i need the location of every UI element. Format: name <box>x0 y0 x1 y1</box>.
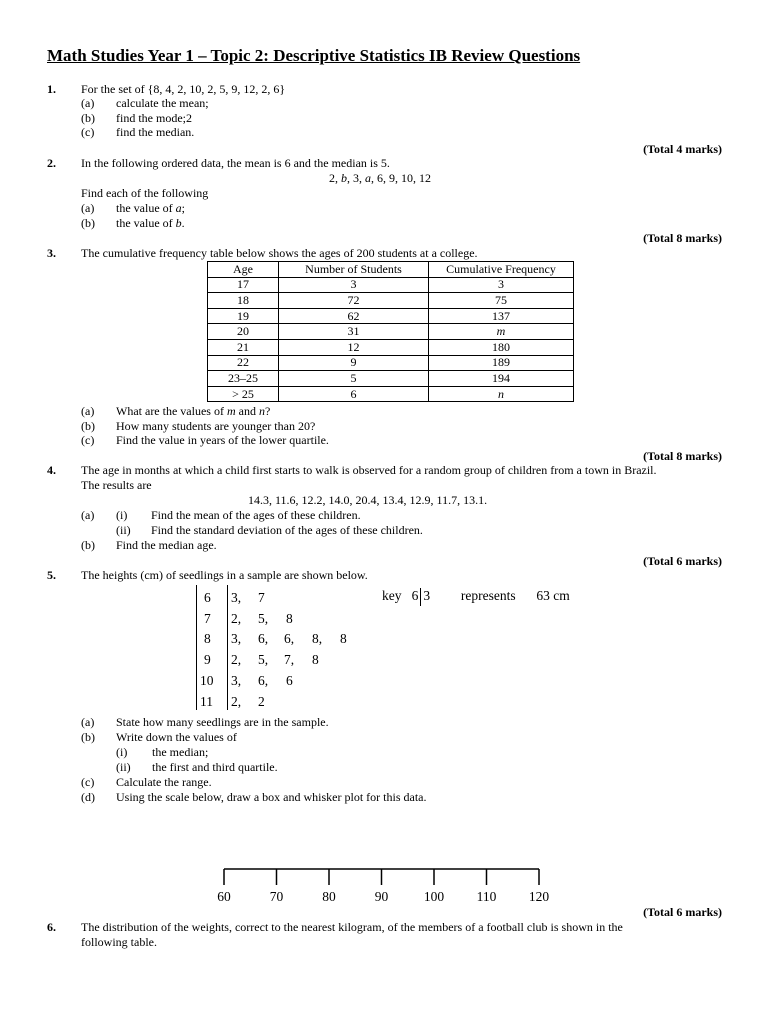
leaf: 3, <box>231 590 242 605</box>
cell-age: 20 <box>208 324 279 340</box>
q5-part-a-label: (a) <box>81 715 95 729</box>
q4-text-line2: The results are <box>81 478 152 492</box>
q3-marks: (Total 8 marks) <box>643 449 722 463</box>
header-age: Age <box>208 262 279 278</box>
table-row <box>208 371 574 387</box>
key-label: key <box>382 588 402 604</box>
cell-age: 22 <box>208 355 279 371</box>
leaf: 6, <box>258 673 269 688</box>
q4-data: 14.3, 11.6, 12.2, 14.0, 20.4, 13.4, 12.9, 11.7, 13.1. <box>248 493 488 507</box>
q2-marks: (Total 8 marks) <box>643 231 722 245</box>
q5-marks: (Total 6 marks) <box>643 905 722 919</box>
leaf: 5, <box>258 652 269 667</box>
q4-part-b-label: (b) <box>81 538 95 552</box>
q5-part-b-i-text: the median; <box>152 745 209 759</box>
stem: 8 <box>204 631 211 646</box>
leaf: 6 <box>286 673 293 688</box>
header-number-of-students: Number of Students <box>279 262 429 278</box>
q1-part-c-label: (c) <box>81 125 95 139</box>
leaf: 7 <box>258 590 265 605</box>
q1-marks: (Total 4 marks) <box>643 142 722 156</box>
q1-number: 1. <box>47 82 56 96</box>
leaf: 7, <box>284 652 295 667</box>
cell-students: 31 <box>279 324 429 340</box>
box-plot-scale <box>210 855 560 905</box>
cell-students: 5 <box>279 371 429 387</box>
leaf: 3, <box>231 631 242 646</box>
key-divider <box>420 588 421 606</box>
q3-text: The cumulative frequency table below shows the ages of 200 students at a college. <box>81 246 478 260</box>
scale-tick-label: 60 <box>217 889 231 904</box>
cell-cumulative: 3 <box>429 277 574 293</box>
q3-part-c-label: (c) <box>81 433 95 447</box>
q4-marks: (Total 6 marks) <box>643 554 722 568</box>
leaf: 2, <box>231 611 242 626</box>
leaf: 6, <box>284 631 295 646</box>
cell-cumulative: n <box>429 386 574 402</box>
cell-students: 12 <box>279 339 429 355</box>
q5-part-b-label: (b) <box>81 730 95 744</box>
key-represents: represents <box>460 588 516 604</box>
cell-cumulative: 180 <box>429 339 574 355</box>
scale-tick-label: 90 <box>374 889 389 904</box>
q5-number: 5. <box>47 568 56 582</box>
q4-part-a-i-label: (i) <box>116 508 128 522</box>
cell-age: 23–25 <box>208 371 279 387</box>
leaf: 8 <box>286 611 293 626</box>
cell-age: 19 <box>208 308 279 324</box>
cell-students: 72 <box>279 293 429 309</box>
q4-text-line1: The age in months at which a child first starts to walk is observed for a random group of children from a town in Brazil. <box>81 463 657 477</box>
key-value: 63 cm <box>536 588 570 604</box>
q5-part-b-ii-text: the first and third quartile. <box>152 760 278 774</box>
leaf: 2, <box>231 652 242 667</box>
q2-part-a-label: (a) <box>81 201 95 215</box>
q5-part-d-text: Using the scale below, draw a box and whisker plot for this data. <box>116 790 427 804</box>
table-row <box>208 324 574 340</box>
cell-students: 3 <box>279 277 429 293</box>
q5-part-b-text: Write down the values of <box>116 730 237 744</box>
leaf: 8 <box>340 631 347 646</box>
q1-part-c-text: find the median. <box>116 125 195 139</box>
q6-text-line2: following table. <box>81 935 157 949</box>
q1-part-a-label: (a) <box>81 96 95 110</box>
key-leaf: 3 <box>423 588 431 604</box>
table-row <box>208 308 574 324</box>
cell-cumulative: m <box>429 324 574 340</box>
q5-part-b-ii-label: (ii) <box>116 760 131 774</box>
stem: 7 <box>204 611 211 626</box>
q1-part-a-text: calculate the mean; <box>116 96 209 110</box>
q5-text: The heights (cm) of seedlings in a sample are shown below. <box>81 568 368 582</box>
q3-part-b-text: How many students are younger than 20? <box>116 419 316 433</box>
q4-part-a-ii-text: Find the standard deviation of the ages of these children. <box>151 523 423 537</box>
cell-cumulative: 194 <box>429 371 574 387</box>
q2-find: Find each of the following <box>81 186 209 200</box>
table-row <box>208 355 574 371</box>
cell-students: 62 <box>279 308 429 324</box>
leaf: 2 <box>258 694 265 709</box>
cell-cumulative: 137 <box>429 308 574 324</box>
q3-part-b-label: (b) <box>81 419 95 433</box>
page-title: Math Studies Year 1 – Topic 2: Descriptive Statistics IB Review Questions <box>47 46 581 65</box>
scale-tick-label: 120 <box>528 889 550 904</box>
q4-part-a-ii-label: (ii) <box>116 523 131 537</box>
q1-text: For the set of {8, 4, 2, 10, 2, 5, 9, 12, 2, 6} <box>81 82 286 96</box>
q5-part-d-label: (d) <box>81 790 95 804</box>
q2-number: 2. <box>47 156 56 170</box>
q6-text-line1: The distribution of the weights, correct to the nearest kilogram, of the members of a football club is shown in the <box>81 920 623 934</box>
q4-number: 4. <box>47 463 56 477</box>
q2-part-b-text: the value of b. <box>116 216 185 230</box>
q5-part-a-text: State how many seedlings are in the sample. <box>116 715 329 729</box>
cell-cumulative: 189 <box>429 355 574 371</box>
scale-tick-label: 100 <box>423 889 445 904</box>
leaf: 3, <box>231 673 242 688</box>
q3-part-a-label: (a) <box>81 404 95 418</box>
scale-tick-label: 70 <box>269 889 284 904</box>
scale-tick-label: 80 <box>322 889 336 904</box>
q3-part-a-text: What are the values of m and n? <box>116 404 271 418</box>
table-row <box>208 339 574 355</box>
q4-part-b-text: Find the median age. <box>116 538 217 552</box>
table-row <box>208 277 574 293</box>
cell-age: > 25 <box>208 386 279 402</box>
stem: 10 <box>200 673 214 688</box>
q4-part-a-i-text: Find the mean of the ages of these children. <box>151 508 361 522</box>
q3-part-c-text: Find the value in years of the lower quartile. <box>116 433 329 447</box>
leaf: 8, <box>312 631 323 646</box>
table-header-row <box>208 262 574 278</box>
header-cumulative-frequency: Cumulative Frequency <box>429 262 574 278</box>
table-row <box>208 386 574 402</box>
q2-ordered-data: 2, b, 3, a, 6, 9, 10, 12 <box>329 171 431 185</box>
q2-part-a-text: the value of a; <box>116 201 185 215</box>
q5-part-b-i-label: (i) <box>116 745 128 759</box>
leaf: 6, <box>258 631 269 646</box>
cell-students: 9 <box>279 355 429 371</box>
scale-tick-label: 110 <box>476 889 497 904</box>
leaf: 5, <box>258 611 269 626</box>
q4-part-a-label: (a) <box>81 508 95 522</box>
q2-text: In the following ordered data, the mean is 6 and the median is 5. <box>81 156 390 170</box>
cell-age: 21 <box>208 339 279 355</box>
q5-part-c-label: (c) <box>81 775 95 789</box>
cell-age: 17 <box>208 277 279 293</box>
q1-part-b-label: (b) <box>81 111 95 125</box>
cell-cumulative: 75 <box>429 293 574 309</box>
table-row <box>208 293 574 309</box>
cumulative-frequency-table <box>207 261 574 402</box>
leaf: 8 <box>312 652 319 667</box>
cell-students: 6 <box>279 386 429 402</box>
stem: 6 <box>204 590 211 605</box>
q2-part-b-label: (b) <box>81 216 95 230</box>
stem: 11 <box>200 694 213 709</box>
q3-number: 3. <box>47 246 56 260</box>
key-stem: 6 <box>411 588 419 604</box>
q1-part-b-text: find the mode;2 <box>116 111 192 125</box>
q6-number: 6. <box>47 920 56 934</box>
leaf: 2, <box>231 694 242 709</box>
cell-age: 18 <box>208 293 279 309</box>
stem-leaf-plot-divider <box>196 585 228 710</box>
stem-leaf-key <box>382 588 570 606</box>
stem: 9 <box>204 652 211 667</box>
q5-part-c-text: Calculate the range. <box>116 775 212 789</box>
